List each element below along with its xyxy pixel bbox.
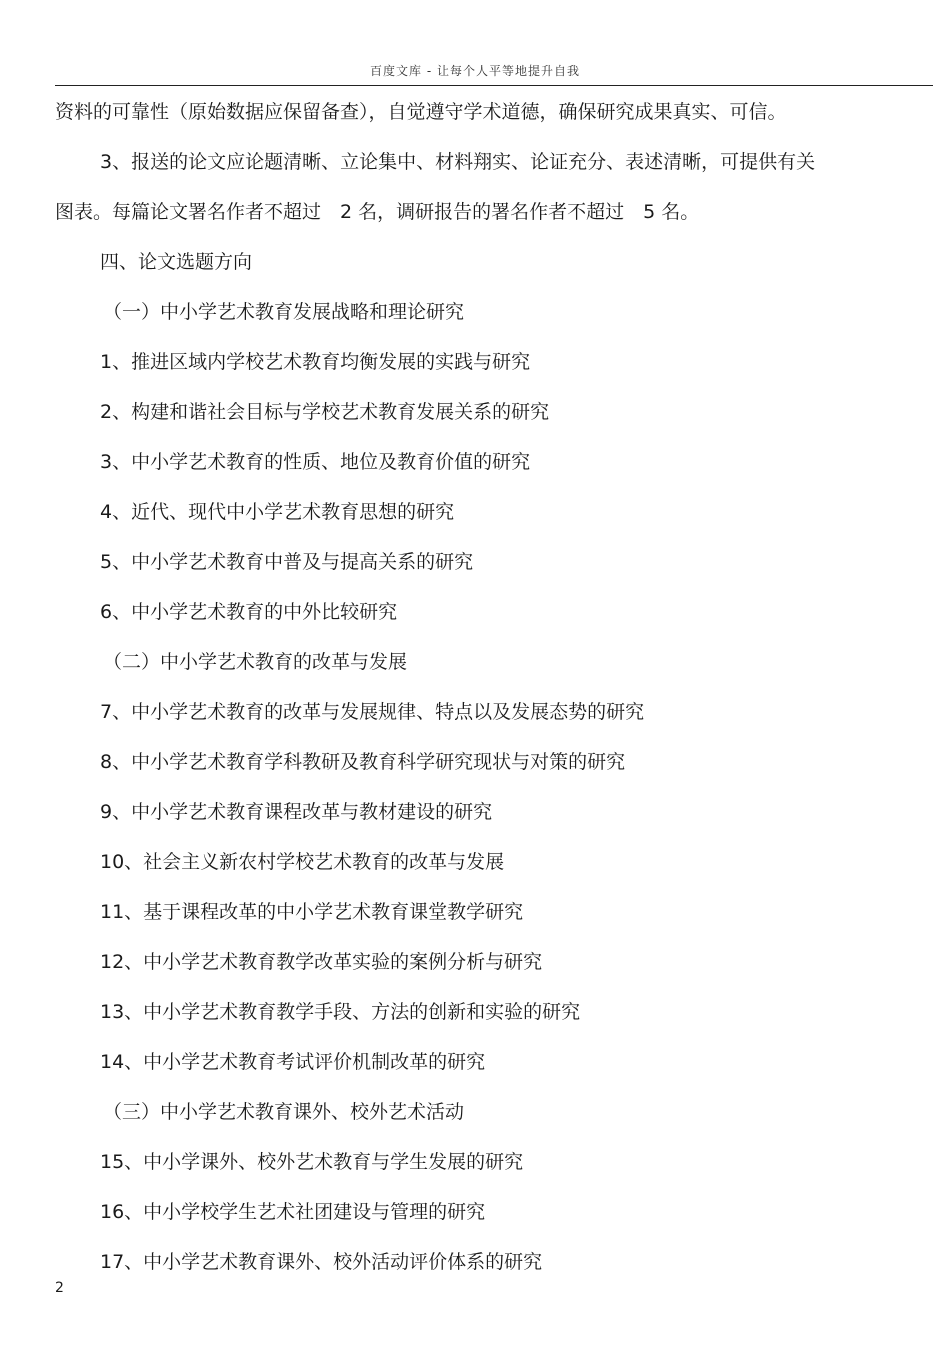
paragraph-line: 9、中小学艺术教育课程改革与教材建设的研究	[100, 801, 493, 823]
paragraph-line: 13、中小学艺术教育教学手段、方法的创新和实验的研究	[100, 1001, 581, 1023]
paragraph-line: 11、基于课程改革的中小学艺术教育课堂教学研究	[100, 901, 524, 923]
paragraph-line: 15、中小学课外、校外艺术教育与学生发展的研究	[100, 1151, 524, 1173]
paragraph-line: 12、中小学艺术教育教学改革实验的案例分析与研究	[100, 951, 543, 973]
paragraph-line: 17、中小学艺术教育课外、校外活动评价体系的研究	[100, 1251, 543, 1273]
paragraph-line: （二）中小学艺术教育的改革与发展	[103, 651, 408, 673]
paragraph-line: 6、中小学艺术教育的中外比较研究	[100, 601, 398, 623]
paragraph-line: （一）中小学艺术教育发展战略和理论研究	[103, 301, 465, 323]
paragraph-line: 图表。每篇论文署名作者不超过 2 名，调研报告的署名作者不超过 5 名。	[55, 201, 700, 223]
paragraph-line: 3、中小学艺术教育的性质、地位及教育价值的研究	[100, 451, 531, 473]
paragraph-line: 7、中小学艺术教育的改革与发展规律、特点以及发展态势的研究	[100, 701, 645, 723]
page-number: 2	[55, 1280, 64, 1296]
paragraph-line: 10、社会主义新农村学校艺术教育的改革与发展	[100, 851, 505, 873]
paragraph-line: 资料的可靠性（原始数据应保留备查），自觉遵守学术道德，确保研究成果真实、可信。	[55, 101, 787, 123]
paragraph-line: 四、论文选题方向	[100, 251, 253, 273]
paragraph-line: 5、中小学艺术教育中普及与提高关系的研究	[100, 551, 474, 573]
paragraph-line: 2、构建和谐社会目标与学校艺术教育发展关系的研究	[100, 401, 550, 423]
paragraph-line: 16、中小学校学生艺术社团建设与管理的研究	[100, 1201, 486, 1223]
header-divider	[55, 85, 933, 86]
paragraph-line: 3、报送的论文应论题清晰、立论集中、材料翔实、论证充分、表述清晰，可提供有关	[100, 151, 816, 173]
paragraph-line: 1、推进区域内学校艺术教育均衡发展的实践与研究	[100, 351, 531, 373]
paragraph-line: 4、近代、现代中小学艺术教育思想的研究	[100, 501, 455, 523]
paragraph-line: 14、中小学艺术教育考试评价机制改革的研究	[100, 1051, 486, 1073]
page-header: 百度文库 - 让每个人平等地提升自我	[370, 64, 580, 78]
document-body	[55, 92, 935, 1292]
paragraph-line: 8、中小学艺术教育学科教研及教育科学研究现状与对策的研究	[100, 751, 626, 773]
paragraph-line: （三）中小学艺术教育课外、校外艺术活动	[103, 1101, 465, 1123]
